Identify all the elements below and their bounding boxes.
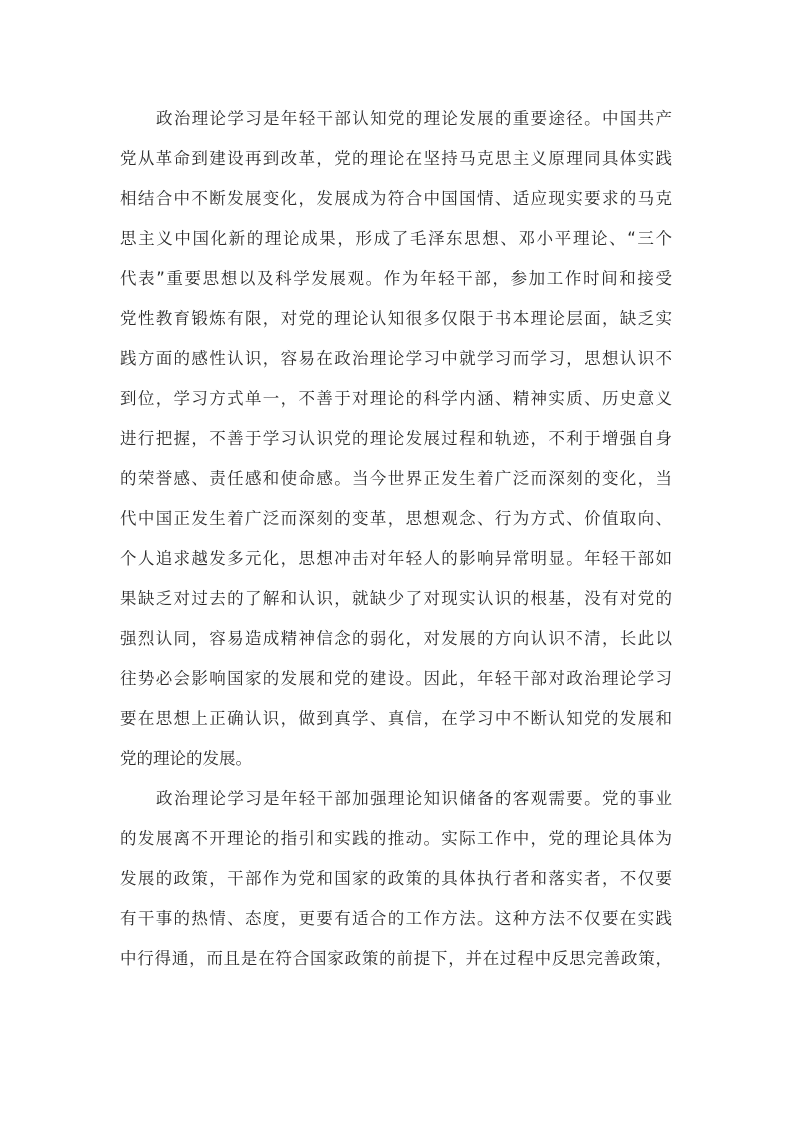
paragraph-1-line-15: 往势必会影响国家的发展和党的建设。因此，年轻干部对政治理论学习 <box>120 669 672 688</box>
paragraph-1-line-16: 要在思想上正确认识，做到真学、真信，在学习中不断认知党的发展和 <box>120 709 672 728</box>
paragraph-1-line-6: 党性教育锻炼有限，对党的理论认知很多仅限于书本理论层面，缺乏实 <box>120 309 672 328</box>
paragraph-2-line-5: 中行得通，而且是在符合国家政策的前提下，并在过程中反思完善政策， <box>120 949 672 968</box>
paragraph-1-line-9: 进行把握，不善于学习认识党的理论发展过程和轨迹，不利于增强自身 <box>120 429 672 448</box>
paragraph-1-line-12: 个人追求越发多元化，思想冲击对年轻人的影响异常明显。年轻干部如 <box>120 549 672 568</box>
paragraph-1-line-10: 的荣誉感、责任感和使命感。当今世界正发生着广泛而深刻的变化，当 <box>120 469 672 488</box>
paragraph-1-line-4: 思主义中国化新的理论成果，形成了毛泽东思想、邓小平理论、“三个 <box>120 229 672 248</box>
paragraph-2-line-1: 政治理论学习是年轻干部加强理论知识储备的客观需要。党的事业 <box>156 789 672 808</box>
paragraph-1-line-2: 党从革命到建设再到改革，党的理论在坚持马克思主义原理同具体实践 <box>120 149 672 168</box>
paragraph-2-line-4: 有干事的热情、态度，更要有适合的工作方法。这种方法不仅要在实践 <box>120 909 672 928</box>
paragraph-1-line-3: 相结合中不断发展变化，发展成为符合中国国情、适应现实要求的马克 <box>120 189 672 208</box>
paragraph-2-line-3: 发展的政策，干部作为党和国家的政策的具体执行者和落实者，不仅要 <box>120 869 672 888</box>
paragraph-1-line-11: 代中国正发生着广泛而深刻的变革，思想观念、行为方式、价值取向、 <box>120 509 672 528</box>
paragraph-1-line-7: 践方面的感性认识，容易在政治理论学习中就学习而学习，思想认识不 <box>120 349 672 368</box>
paragraph-1-line-17: 党的理论的发展。 <box>120 749 252 768</box>
paragraph-1-line-5: 代表”重要思想以及科学发展观。作为年轻干部，参加工作时间和接受 <box>120 269 672 288</box>
paragraph-1-line-14: 强烈认同，容易造成精神信念的弱化，对发展的方向认识不清，长此以 <box>120 629 672 648</box>
paragraph-2-line-2: 的发展离不开理论的指引和实践的推动。实际工作中，党的理论具体为 <box>120 829 672 848</box>
paragraph-1-line-1: 政治理论学习是年轻干部认知党的理论发展的重要途径。中国共产 <box>156 109 672 128</box>
paragraph-1-line-8: 到位，学习方式单一，不善于对理论的科学内涵、精神实质、历史意义 <box>120 389 672 408</box>
paragraph-1-line-13: 果缺乏对过去的了解和认识，就缺少了对现实认识的根基，没有对党的 <box>120 589 672 608</box>
